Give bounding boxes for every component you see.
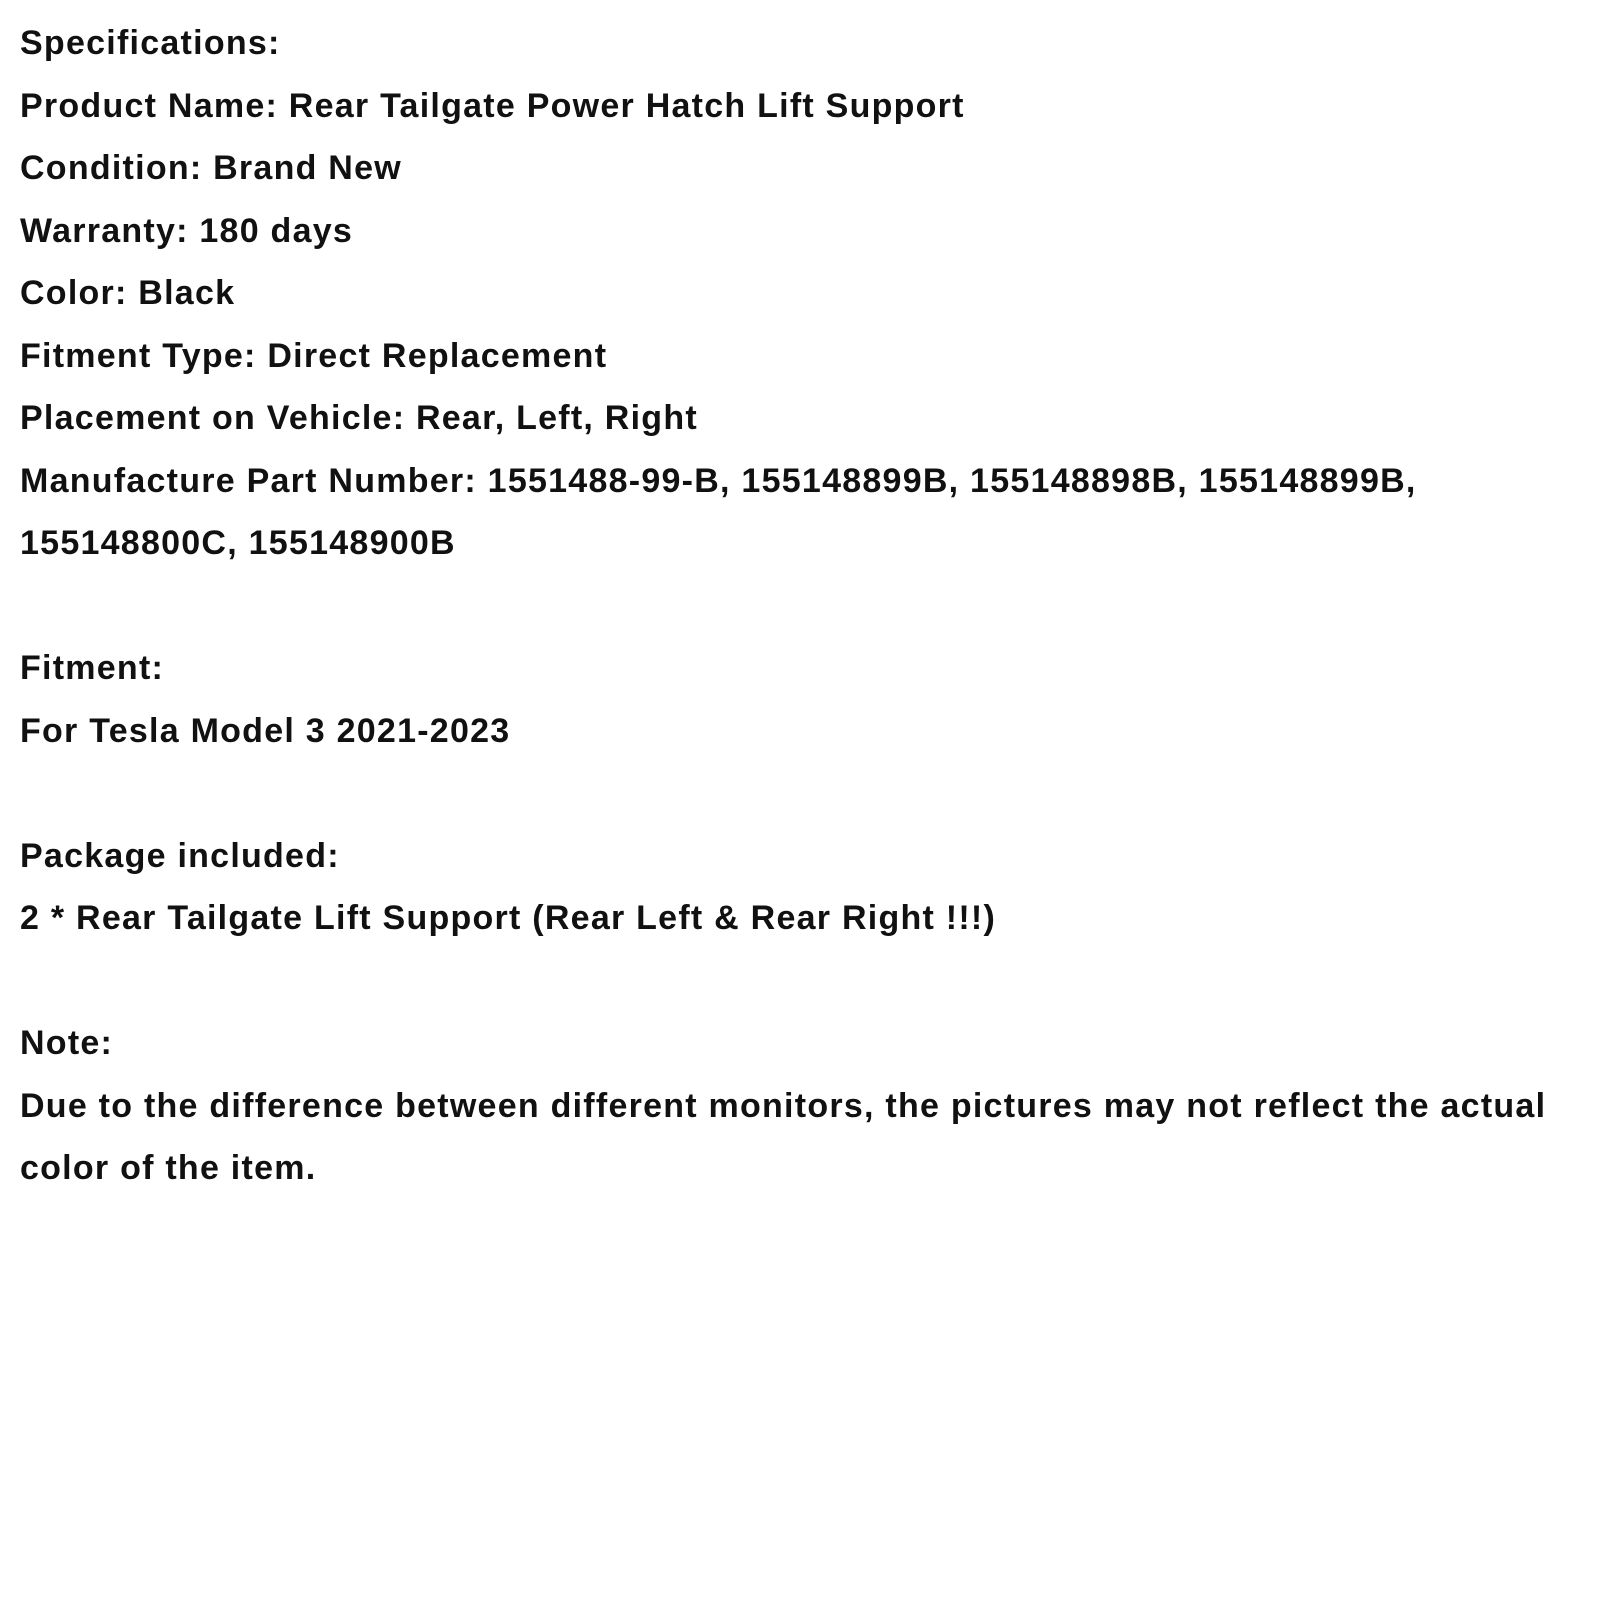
- fitment-section: [20, 637, 1580, 762]
- spacer: [20, 950, 1580, 1013]
- manufacture-part-number: Manufacture Part Number: 1551488-99-B, 155148899B, 155148898B, 155148899B,: [20, 461, 1417, 500]
- note-heading: Note:: [20, 1024, 114, 1062]
- fitment-type: Fitment Type: Direct Replacement: [20, 336, 608, 375]
- product-description: [20, 12, 1580, 1200]
- fitment-vehicle: For Tesla Model 3 2021-2023: [20, 711, 511, 750]
- warranty: Warranty: 180 days: [20, 211, 354, 250]
- condition: Condition: Brand New: [20, 149, 402, 187]
- note-text-continued: color of the item.: [20, 1149, 317, 1187]
- manufacture-part-number-continued: 155148800C, 155148900B: [20, 524, 456, 562]
- note-section: [20, 1012, 1580, 1200]
- note-text: Due to the difference between different monitors, the pictures may not reflect the actual: [20, 1086, 1547, 1125]
- spacer: [20, 762, 1580, 825]
- spacer: [20, 575, 1580, 638]
- specifications-section: [20, 12, 1580, 575]
- fitment-heading: Fitment:: [20, 649, 165, 687]
- package-section: [20, 825, 1580, 950]
- product-name: Product Name: Rear Tailgate Power Hatch Lift Support: [20, 86, 965, 125]
- placement-on-vehicle: Placement on Vehicle: Rear, Left, Right: [20, 399, 698, 437]
- specifications-heading: Specifications:: [20, 24, 281, 62]
- color: Color: Black: [20, 274, 236, 312]
- package-heading: Package included:: [20, 836, 340, 875]
- package-contents: 2 * Rear Tailgate Lift Support (Rear Left & Rear Right !!!): [20, 899, 997, 937]
